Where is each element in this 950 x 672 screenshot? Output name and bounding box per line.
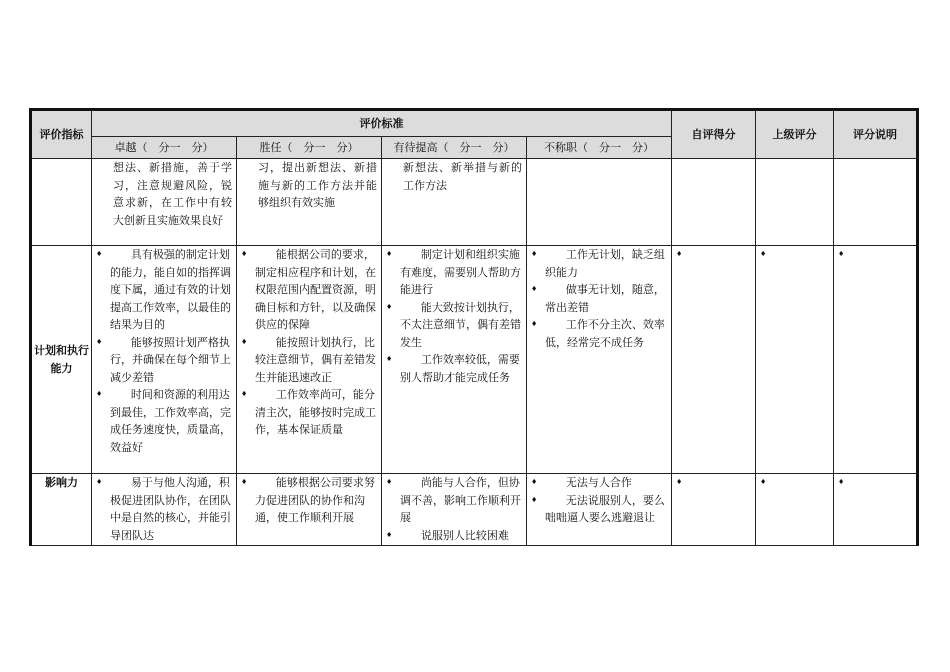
criteria-item: ♦ 时间和资源的利用达到最佳，工作效率高，完成任务速度快，质量高，效益好 (96, 386, 232, 456)
criteria-item: ♦ 能够根据公司要求努力促进团队的协作和沟通，使工作顺利开展 (241, 474, 377, 527)
criteria-competent (237, 246, 382, 474)
criteria-list (237, 474, 381, 527)
header-level-excellent: 卓越（ 分一 分） (92, 137, 237, 159)
criteria-improve (382, 246, 527, 474)
superior-score-cell[interactable] (756, 474, 834, 546)
self-score-cell[interactable] (672, 474, 756, 546)
score-note-cell[interactable] (834, 159, 918, 246)
criteria-item: ♦ 易于与他人沟通，积极促进团队协作，在团队中是自然的核心，并能引导团队达 (96, 474, 232, 544)
criteria-item: ♦ 无法与人合作 (531, 474, 667, 492)
criteria-item: ♦ 工作效率较低，需要别人帮助才能完成任务 (386, 351, 522, 386)
criteria-list (237, 246, 381, 439)
criteria-improve (382, 474, 527, 546)
criteria-item: ♦ 工作不分主次、效率低，经常完不成任务 (531, 316, 667, 351)
criteria-item: ♦ 做事无计划，随意，常出差错 (531, 281, 667, 316)
criteria-item: ♦ 能大致按计划执行，不太注意细节，偶有差错发生 (386, 299, 522, 352)
criteria-excellent (92, 246, 237, 474)
criteria-item: ♦ 工作效率尚可，能分清主次，能够按时完成工作，基本保证质量 (241, 386, 377, 439)
header-indicator: 评价指标 (31, 110, 92, 159)
criteria-list (527, 474, 671, 527)
criteria-item: ♦ 能够按照计划严格执行，并确保在每个细节上减少差错 (96, 334, 232, 387)
header-level-unqualified: 不称职（ 分一 分） (527, 137, 672, 159)
superior-score-cell[interactable] (756, 159, 834, 246)
self-score-cell[interactable] (672, 159, 756, 246)
superior-score-cell[interactable] (756, 246, 834, 474)
diamond-bullet-icon: ♦ (838, 478, 845, 486)
evaluation-table (29, 108, 919, 546)
criteria-item: ♦ 尚能与人合作，但协调不善，影响工作顺利开展 (386, 474, 522, 527)
criteria-item: ♦ 说服别人比较困难 (386, 527, 522, 545)
criteria-item: ♦ 能按照计划执行，比较注意细节，偶有差错发生并能迅速改正 (241, 334, 377, 387)
indicator-planning: 计划和执行能力 (31, 246, 92, 474)
criteria-improve (382, 159, 527, 246)
criteria-item: ♦ 无法说服别人，要么咄咄逼人要么逃避退让 (531, 492, 667, 527)
criteria-item: ♦ 工作无计划，缺乏组织能力 (531, 246, 667, 281)
header-superior-score: 上级评分 (756, 110, 834, 159)
criteria-unqualified (527, 474, 672, 546)
criteria-competent (237, 159, 382, 246)
score-note-cell[interactable] (834, 246, 918, 474)
header-level-improve: 有待提高（ 分一 分） (382, 137, 527, 159)
score-note-cell[interactable] (834, 474, 918, 546)
indicator-cell-innovation (31, 159, 92, 246)
criteria-unqualified (527, 246, 672, 474)
self-score-cell[interactable] (672, 246, 756, 474)
criteria-list (527, 246, 671, 351)
header-self-score: 自评得分 (672, 110, 756, 159)
criteria-list (382, 474, 526, 544)
diamond-bullet-icon: ♦ (676, 250, 683, 258)
diamond-bullet-icon: ♦ (838, 250, 845, 258)
criteria-excellent (92, 159, 237, 246)
header-score-note: 评分说明 (834, 110, 918, 159)
diamond-bullet-icon: ♦ (760, 250, 767, 258)
criteria-list (92, 246, 236, 456)
criteria-text: 习，提出新想法、新措施与新的工作方法并能够组织有效实施 (258, 161, 377, 209)
criteria-item: ♦ 制定计划和组织实施有难度，需要别人帮助方能进行 (386, 246, 522, 299)
criteria-excellent (92, 474, 237, 546)
criteria-text: 新想法、新举措与新的工作方法 (403, 161, 522, 192)
criteria-list (92, 474, 236, 544)
diamond-bullet-icon: ♦ (676, 478, 683, 486)
criteria-item: ♦ 具有极强的制定计划的能力，能自如的指挥调度下属，通过有效的计划提高工作效率，以最佳的结果为目的 (96, 246, 232, 334)
criteria-unqualified (527, 159, 672, 246)
header-standard: 评价标准 (92, 110, 672, 137)
indicator-influence: 影响力 (31, 474, 92, 546)
header-level-competent: 胜任（ 分一 分） (237, 137, 382, 159)
criteria-item: ♦ 能根据公司的要求，制定相应程序和计划，在权限范围内配置资源，明确目标和方针，以及确保供应的保障 (241, 246, 377, 334)
criteria-competent (237, 474, 382, 546)
criteria-list (382, 246, 526, 386)
diamond-bullet-icon: ♦ (760, 478, 767, 486)
criteria-text: 想法、新措施，善于学习，注意规避风险，锐意求新，在工作中有较大创新且实施效果良好 (113, 161, 232, 227)
